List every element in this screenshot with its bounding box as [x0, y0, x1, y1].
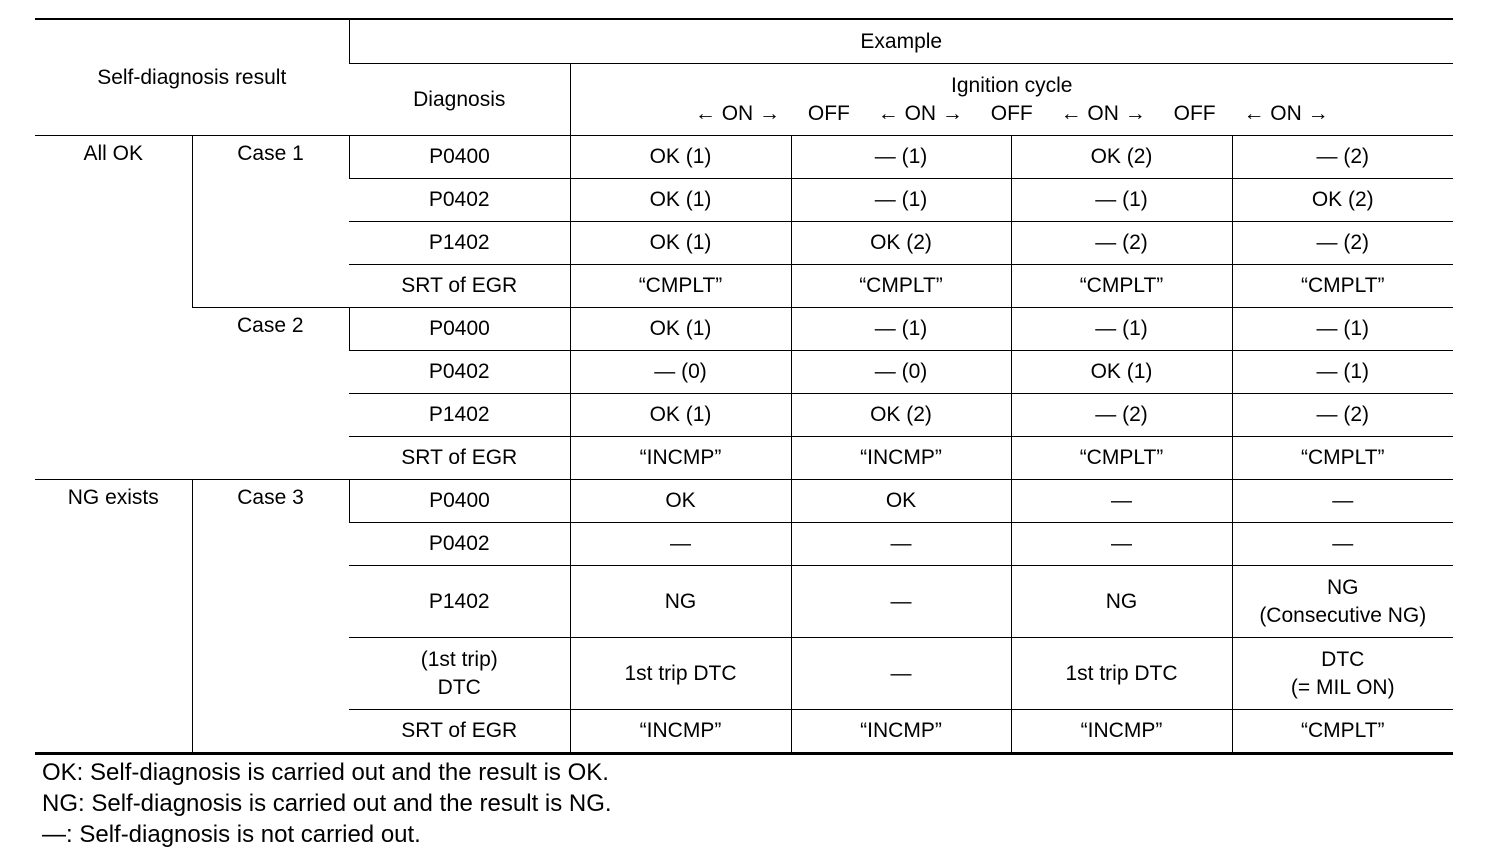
result-cell: OK (2) [1011, 136, 1232, 179]
result-cell: 1st trip DTC [570, 638, 791, 710]
diagnosis-cell: SRT of EGR [349, 437, 570, 480]
result-cell: “INCMP” [570, 437, 791, 480]
self-diagnosis-result-header: Self-diagnosis result [35, 19, 349, 136]
header-row-1 [35, 19, 1453, 64]
result-cell: OK (2) [1232, 179, 1453, 222]
table-row [35, 308, 1453, 351]
result-cell: “CMPLT” [1011, 437, 1232, 480]
result-line: DTC [1321, 647, 1365, 671]
result-cell [1232, 638, 1453, 710]
diagnosis-cell [349, 638, 570, 710]
case-3-label: Case 3 [192, 480, 349, 754]
table-row [35, 480, 1453, 523]
ignition-cycle-sequence [571, 100, 1454, 128]
cycle-state-on: ← ON → [1243, 101, 1329, 125]
table-row [35, 136, 1453, 179]
result-cell: OK [570, 480, 791, 523]
diagnosis-line: (1st trip) [420, 647, 498, 671]
result-cell: — [791, 638, 1011, 710]
result-cell: — (0) [570, 351, 791, 394]
case-2-label: Case 2 [192, 308, 349, 480]
note-ng: NG: Self-diagnosis is carried out and the result is NG. [42, 790, 612, 817]
result-cell: NG [570, 566, 791, 638]
cycle-state-off: OFF [807, 101, 850, 125]
cycle-state-on: ← ON → [1060, 101, 1146, 125]
result-cell: — (2) [1232, 222, 1453, 265]
result-cell: OK (1) [570, 136, 791, 179]
result-cell: — [1011, 480, 1232, 523]
result-cell: — (1) [1011, 179, 1232, 222]
self-diagnosis-table [35, 18, 1453, 755]
ignition-cycle-title: Ignition cycle [951, 73, 1073, 97]
diagnosis-cell: P0400 [349, 308, 570, 351]
diagnosis-line: DTC [437, 675, 481, 699]
result-cell: “CMPLT” [1232, 437, 1453, 480]
result-cell: OK (1) [1011, 351, 1232, 394]
result-cell: — (2) [1232, 136, 1453, 179]
result-cell [1232, 566, 1453, 638]
cycle-state-off: OFF [1173, 101, 1216, 125]
result-cell: “CMPLT” [1232, 710, 1453, 754]
diagnosis-cell: P0400 [349, 136, 570, 179]
result-cell: NG [1011, 566, 1232, 638]
diagnosis-cell: SRT of EGR [349, 265, 570, 308]
result-cell: — (0) [791, 351, 1011, 394]
result-cell: “INCMP” [1011, 710, 1232, 754]
diagnosis-cell: P1402 [349, 222, 570, 265]
diagnosis-cell: SRT of EGR [349, 710, 570, 754]
result-cell: “CMPLT” [791, 265, 1011, 308]
note-ok: OK: Self-diagnosis is carried out and the result is OK. [42, 759, 609, 786]
result-cell: OK [791, 480, 1011, 523]
cycle-state-off: OFF [990, 101, 1033, 125]
result-line: (Consecutive NG) [1259, 603, 1427, 627]
result-cell: OK (2) [791, 222, 1011, 265]
diagnosis-cell: P0400 [349, 480, 570, 523]
result-cell: — (2) [1232, 394, 1453, 437]
result-cell: 1st trip DTC [1011, 638, 1232, 710]
cycle-state-on: ← ON → [694, 101, 781, 125]
group-ng-exists: NG exists [35, 480, 192, 754]
result-cell: — (2) [1011, 222, 1232, 265]
result-cell: “CMPLT” [1232, 265, 1453, 308]
case-1-label: Case 1 [192, 136, 349, 308]
result-cell: — [1232, 480, 1453, 523]
diagnosis-cell: P0402 [349, 179, 570, 222]
result-cell: — (1) [1011, 308, 1232, 351]
diagnosis-header: Diagnosis [349, 64, 570, 136]
result-cell: OK (1) [570, 394, 791, 437]
result-cell: “CMPLT” [570, 265, 791, 308]
result-cell: “INCMP” [791, 437, 1011, 480]
result-cell: “INCMP” [570, 710, 791, 754]
result-line: NG [1327, 575, 1359, 599]
result-cell: — (1) [791, 308, 1011, 351]
result-cell: — [1011, 523, 1232, 566]
note-dash: —: Self-diagnosis is not carried out. [42, 821, 421, 848]
result-cell: “INCMP” [791, 710, 1011, 754]
result-cell: — (1) [791, 136, 1011, 179]
result-cell: “CMPLT” [1011, 265, 1232, 308]
result-line: (= MIL ON) [1290, 675, 1395, 699]
group-all-ok: All OK [35, 136, 192, 480]
ignition-cycle-header [570, 64, 1453, 136]
result-cell: — [570, 523, 791, 566]
result-cell: OK (1) [570, 308, 791, 351]
result-cell: OK (1) [570, 179, 791, 222]
result-cell: — [1232, 523, 1453, 566]
diagnosis-cell: P1402 [349, 566, 570, 638]
result-cell: — (1) [1232, 308, 1453, 351]
result-cell: OK (1) [570, 222, 791, 265]
result-cell: — (2) [1011, 394, 1232, 437]
diagnosis-cell: P0402 [349, 351, 570, 394]
diagnosis-cell: P0402 [349, 523, 570, 566]
result-cell: — (1) [791, 179, 1011, 222]
result-cell: OK (2) [791, 394, 1011, 437]
example-header: Example [349, 19, 1453, 64]
result-cell: — (1) [1232, 351, 1453, 394]
diagnosis-cell: P1402 [349, 394, 570, 437]
legend-notes [42, 757, 612, 850]
result-cell: — [791, 566, 1011, 638]
result-cell: — [791, 523, 1011, 566]
cycle-state-on: ← ON → [877, 101, 963, 125]
